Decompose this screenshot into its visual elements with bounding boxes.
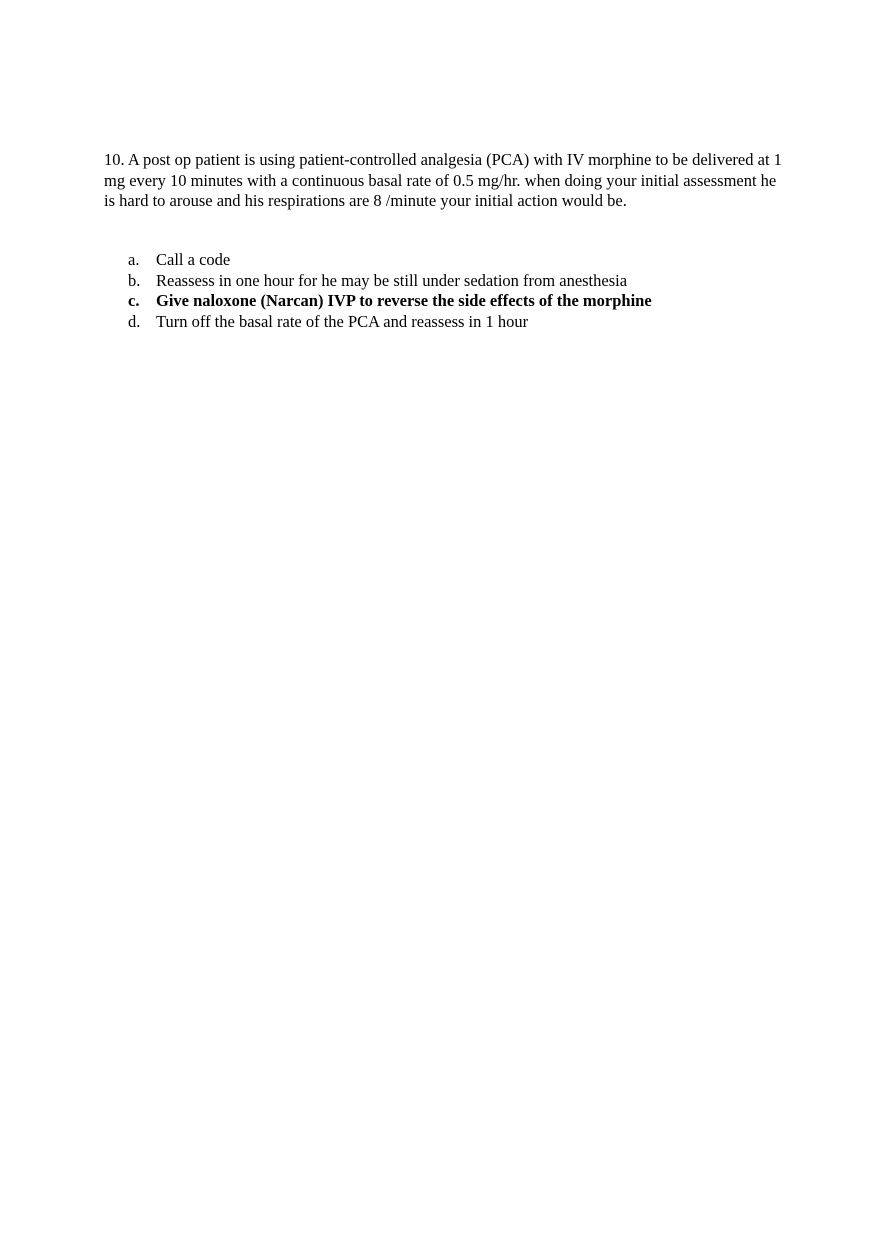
option-d-letter: d. [128,311,141,331]
option-d [104,312,784,333]
option-a [104,250,784,271]
answer-options-list [104,250,784,332]
option-c-text: Give naloxone (Narcan) IVP to reverse the side effects of the morphine [156,291,652,310]
option-c-correct-answer [104,291,784,312]
option-b [104,271,784,292]
option-a-text: Call a code [156,250,231,269]
option-b-text: Reassess in one hour for he may be still under sedation from anesthesia [156,270,628,290]
option-d-text: Turn off the basal rate of the PCA and reassess in 1 hour [156,311,529,331]
option-a-letter: a. [128,250,140,269]
option-b-letter: b. [128,270,141,290]
option-c-letter: c. [128,291,140,310]
question-text: 10. A post op patient is using patient-controlled analgesia (PCA) with IV morphine to be delivered at 1 mg every 10 minutes with a continuous basal rate of 0.5 mg/hr. when doing your initial assessment he is hard to arouse and his respirations are 8 /minute your initial action would be. [104,150,782,210]
